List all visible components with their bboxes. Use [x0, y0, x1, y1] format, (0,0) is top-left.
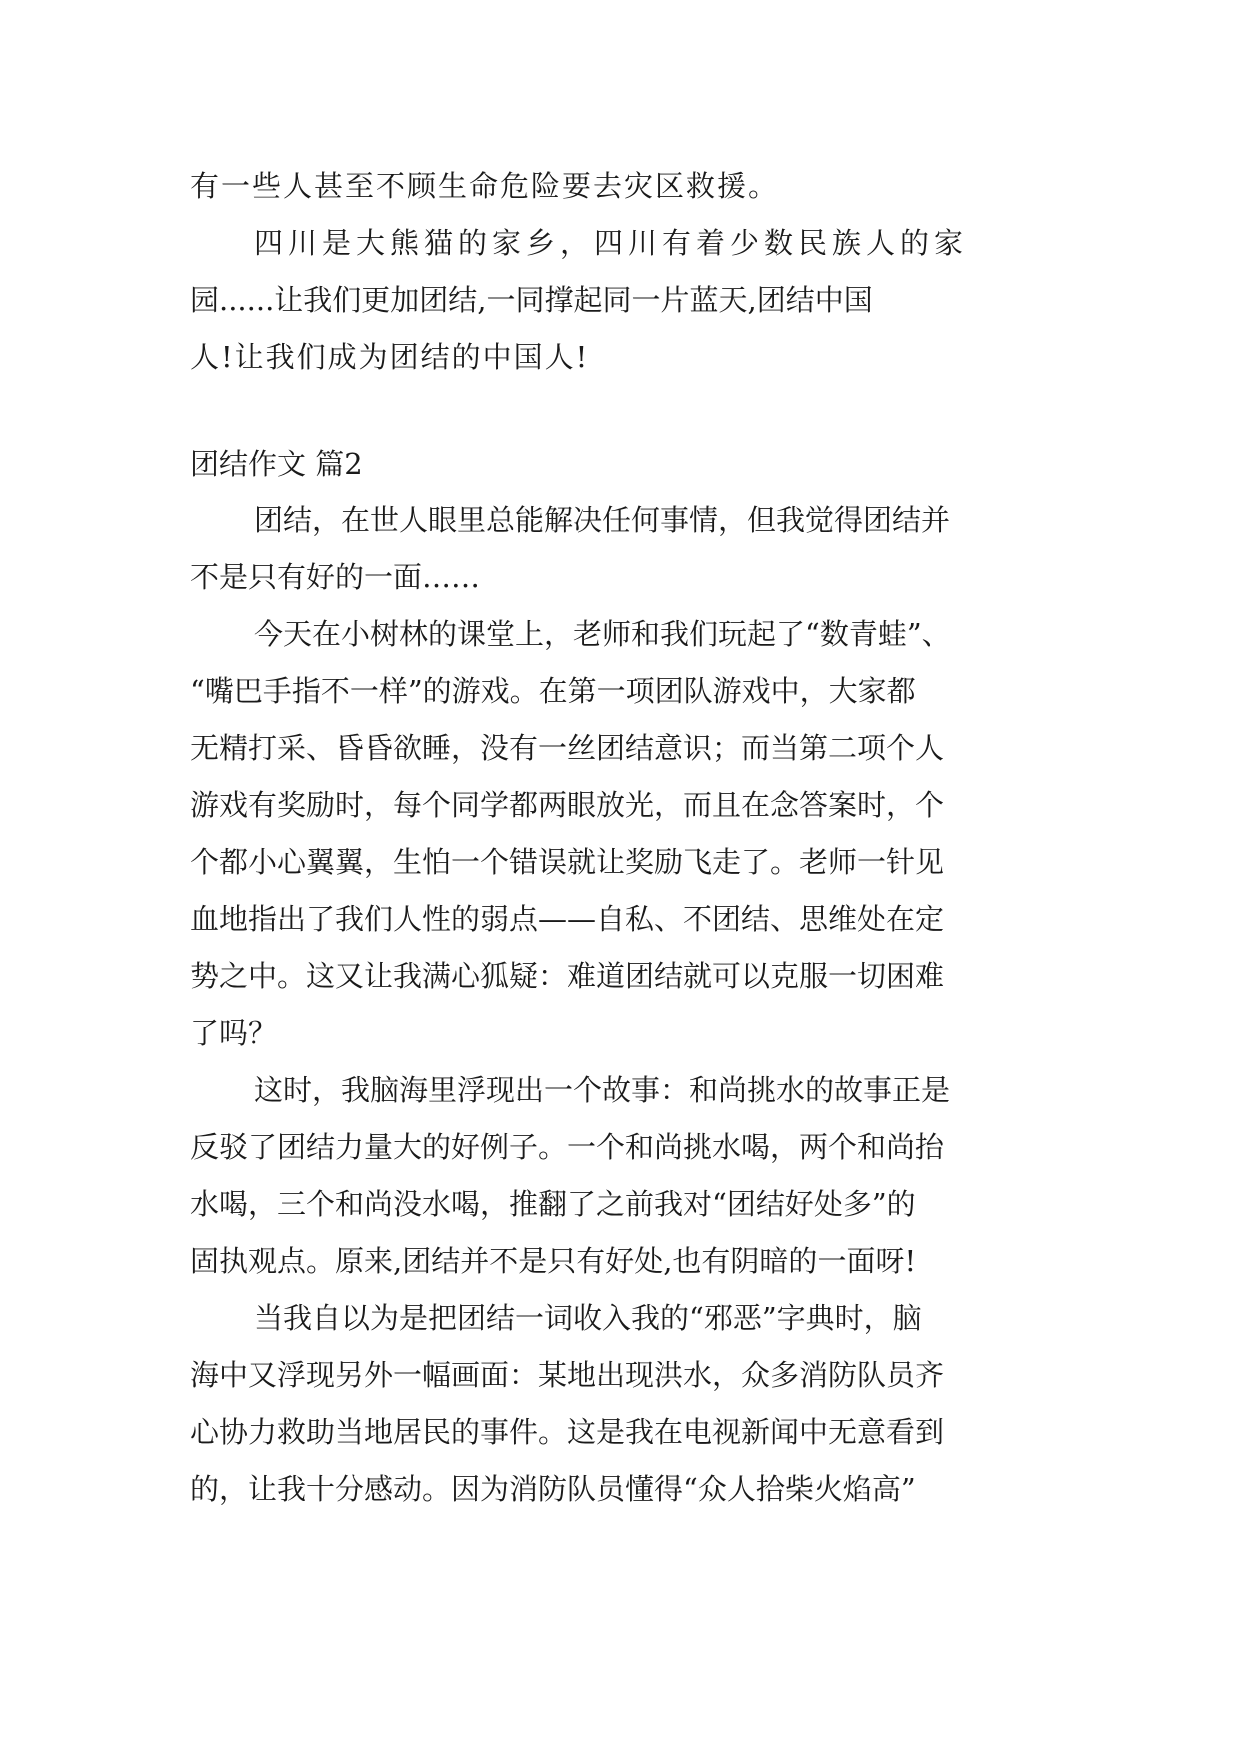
text-line: 园......让我们更加团结,一同撑起同一片蓝天,团结中国 — [190, 283, 873, 317]
paragraph-start-line: 这时，我脑海里浮现出一个故事：和尚挑水的故事正是 — [254, 1073, 951, 1107]
text-line: “嘴巴手指不一样”的游戏。在第一项团队游戏中，大家都 — [190, 674, 916, 708]
paragraph-start-line: 今天在小树林的课堂上，老师和我们玩起了“数青蛙”、 — [254, 617, 951, 651]
text-line: 的，让我十分感动。因为消防队员懂得“众人拾柴火焰高” — [190, 1472, 916, 1506]
text-line: 了吗？ — [190, 1016, 278, 1050]
text-line: 心协力救助当地居民的事件。这是我在电视新闻中无意看到 — [190, 1415, 945, 1449]
text-line: 不是只有好的一面…… — [190, 560, 481, 594]
paragraph-start-line: 当我自以为是把团结一词收入我的“邪恶”字典时，脑 — [254, 1301, 922, 1335]
text-line: 个都小心翼翼，生怕一个错误就让奖励飞走了。老师一针见 — [190, 845, 945, 879]
text-line: 游戏有奖励时，每个同学都两眼放光，而且在念答案时，个 — [190, 788, 945, 822]
text-line: 反驳了团结力量大的好例子。一个和尚挑水喝，两个和尚抬 — [190, 1130, 945, 1164]
text-line: 固执观点。原来,团结并不是只有好处,也有阴暗的一面呀! — [190, 1244, 917, 1278]
text-line: 势之中。这又让我满心狐疑：难道团结就可以克服一切困难 — [190, 959, 945, 993]
text-line: 血地指出了我们人性的弱点——自私、不团结、思维处在定 — [190, 902, 945, 936]
text-line: 有一些人甚至不顾生命危险要去灾区救援。 — [190, 169, 780, 203]
text-line: 海中又浮现另外一幅画面：某地出现洪水，众多消防队员齐 — [190, 1358, 945, 1392]
text-line: 水喝，三个和尚没水喝，推翻了之前我对“团结好处多”的 — [190, 1187, 916, 1221]
text-line: 人!让我们成为团结的中国人! — [190, 340, 590, 374]
section-heading: 团结作文 篇2 — [190, 447, 363, 481]
paragraph-start-line: 团结，在世人眼里总能解决任何事情，但我觉得团结并 — [254, 503, 951, 537]
text-line: 无精打采、昏昏欲睡，没有一丝团结意识；而当第二项个人 — [190, 731, 945, 765]
paragraph-start-line: 四川是大熊猫的家乡，四川有着少数民族人的家 — [254, 226, 969, 260]
